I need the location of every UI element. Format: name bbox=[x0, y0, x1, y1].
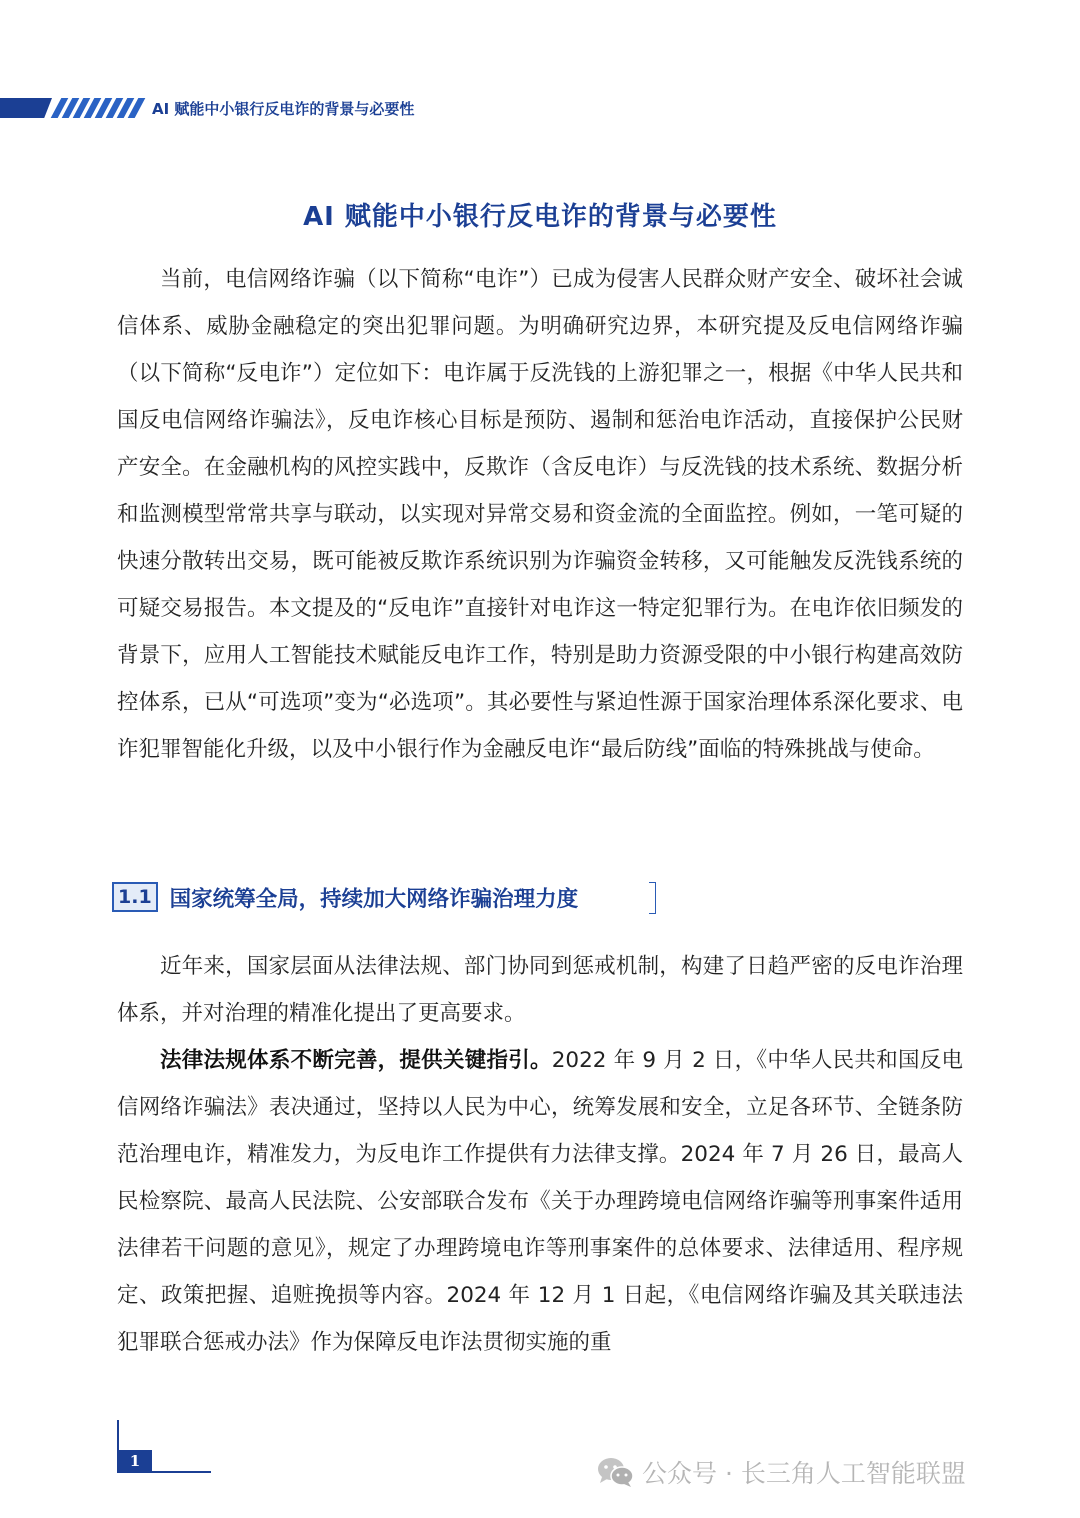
intro-paragraph: 当前，电信网络诈骗（以下简称“电诈”）已成为侵害人民群众财产安全、破坏社会诚信体系、威胁金融稳定的突出犯罪问题。为明确研究边界，本研究提及反电信网络诈骗（以下简称“反电诈”）定位如下：电诈属于反洗钱的上游犯罪之一，根据《中华人民共和国反电信网络诈骗法》，反电诈核心目标是预防、遏制和惩治电诈活动，直接保护公民财产安全。在金融机构的风控实践中，反欺诈（含反电诈）与反洗钱的技术系统、数据分析和监测模型常常共享与联动，以实现对异常交易和资金流的全面监控。例如，一笔可疑的快速分散转出交易，既可能被反欺诈系统识别为诈骗资金转移，又可能触发反洗钱系统的可疑交易报告。本文提及的“反电诈”直接针对电诈这一特定犯罪行为。在电诈依旧频发的背景下，应用人工智能技术赋能反电诈工作，特别是助力资源受限的中小银行构建高效防控体系，已从“可选项”变为“必选项”。其必要性与紧迫性源于国家治理体系深化要求、电诈犯罪智能化升级，以及中小银行作为金融反电诈“最后防线”面临的特殊挑战与使命。 bbox=[117, 267, 963, 762]
paragraph-body: 2022 年 9 月 2 日，《中华人民共和国反电信网络诈骗法》表决通过，坚持以人民为中心，统筹发展和安全，立足各环节、全链条防范治理电诈，精准发力，为反电诈工作提供有力法律支撑。2024 年 7 月 26 日，最高人民检察院、最高人民法院、公安部联合发布《关于办理跨境电信网络诈骗等刑事案件适用法律若干问题的意见》，规定了办理跨境电诈等刑事案件的总体要求、法律适用、程序规定、政策把握、追赃挽损等内容。2024 年 12 月 1 日起，《电信网络诈骗及其关联违法犯罪联合惩戒办法》作为保障反电诈法贯彻实施的重 bbox=[117, 1048, 963, 1355]
section-title: 国家统筹全局，持续加大网络诈骗治理力度 bbox=[169, 886, 579, 912]
wechat-icon bbox=[596, 1456, 634, 1488]
paragraph-lead-bold: 法律法规体系不断完善，提供关键指引。 bbox=[160, 1048, 552, 1073]
running-header bbox=[0, 96, 460, 120]
page-title: AI 赋能中小银行反电诈的背景与必要性 bbox=[303, 202, 777, 232]
section-paragraph-laws bbox=[117, 1037, 963, 1366]
watermark bbox=[596, 1452, 966, 1492]
running-title: AI 赋能中小银行反电诈的背景与必要性 bbox=[152, 99, 415, 118]
watermark-text: 公众号 · 长三角人工智能联盟 bbox=[642, 1459, 966, 1488]
page-number: 1 bbox=[118, 1450, 152, 1472]
header-stripes bbox=[56, 98, 144, 118]
section-heading bbox=[112, 880, 656, 914]
section-bracket bbox=[649, 882, 656, 914]
section-paragraph: 近年来，国家层面从法律法规、部门协同到惩戒机制，构建了日趋严密的反电诈治理体系，并对治理的精准化提出了更高要求。 bbox=[117, 954, 963, 1026]
header-accent-bar bbox=[0, 98, 52, 118]
section-number: 1.1 bbox=[112, 882, 158, 912]
